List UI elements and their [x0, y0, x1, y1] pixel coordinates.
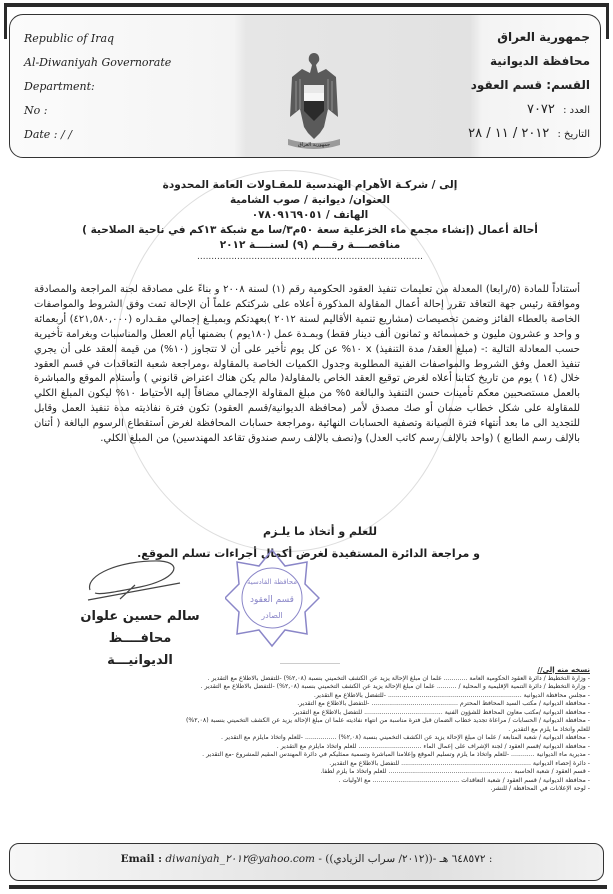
country-en: Republic of Iraq — [24, 32, 115, 45]
copies-list — [40, 666, 590, 794]
copy-item: - محافظة الديوانية /مكتب معاون المحافظ للشؤون الفنية ........................................ للتفضل بالاطلاع مع التقدير. — [292, 708, 590, 716]
iraq-eagle-emblem-icon — [282, 47, 346, 151]
addressee-block — [82, 178, 538, 262]
page-frame-left — [4, 3, 7, 39]
email-address[interactable]: diwaniyah_٢٠١٢@yahoo.com — [165, 853, 316, 865]
copy-item: - محافظة الديوانية / شعبة المتابعة / علما ان مبلغ الإحالة يزيد عن الكشف التخميني بنسبة (٢,٠٨%) ................ -للعلم واتخاذ مايلزم مع التقدير . — [221, 734, 590, 741]
page-frame-top — [4, 3, 609, 7]
number-label-en: No : — [24, 104, 48, 117]
letter-body: أستناداً للمادة (٥/رابعا) المعدلة من تعليمات تنفيذ العقود الحكومية رقم (١) لسنة ٢٠٠٨ و بناءً على مصادقة لجنة المراجعة والمصادقة وموافقة رئيس جهة التعاقد تقرر إحالة أعمال المقاولة المذكورة أعلاه على شركتكم علماً أن الإحالة تمت وفق الشروط والمواصفات الخاصة بالعطاء الفائز وضمن تخصيصات (مشاريع تنمية الأقاليم لسنة ٢٠١٢ )بعهدتكم وبمبلـغ إجمالي مقـداره (٤٢١,٥٨٠,٠٠٠) أربعمائة و واحد و عشرون مليون و خمسمائة و ثمانون ألف دينار فقط) وبمـدة عمل (١٨٠يوم ) بضمنها أيام العطل والمناسبات وبغرامة تأخيرية حسب المعادلة التالية :- (مبلغ العقد/ مدة التنفيذ) x ١٠% عن كل يوم تأخير على أن لا تتجاوز (١٠%) من قيمة العقد على أن يجري تنفيذ العمل وفق الشروط والمواصفات الفنية المطلوبة وجدول الكميات الخاصة بالمقاولة ،ومراجعة شعبة التعاقدات في قسم العقود خلال (١٤ ) يوم من تاريخ كتابنا أعلاه لغرض توقيع العقد الخاص بالمقاولة( مالم يكن هناك اعتراض قانوني ) وأستلام الموقع والمباشرة بالعمل مستصحبين معكم تأمينات حسن التنفيذ والبالغة ٥% من مبلغ المقاولة الإجمالي مضافاً إليه الأحتياط ١٠% ليكون المبلغ الكلي للمقاولة على شكل خطاب ضمان أو صك مصدق لأمر (محافظة الديوانية/قسم العقود) تكون فترة نفاذيته مدة تنفيذ العمل وقابل للتجديد الى ما بعد أنتهاء فترة الصيانة وتصفية الحسابات النهائية ،ومراجعة حسابات المحافظة لغرض أستقطاع الرسوم البالغة ( أثنان بالإلف رسم الطابع ) (واحد بالإلف رسم كاتب العدل) و(نصف بالإلف رسم صندوق تقاعد المهندسين) من المبلغ الكلي. — [34, 284, 581, 445]
subject: أحالة أعمال (إنشاء مجمع ماء الخزعلية سعة ٥٠م٣/سا مع شبكة ١٣كم في ناحية الصلاحية ) — [82, 224, 538, 236]
typist-reference: ((٢٠١٢/ سراب الزيادي))- — [325, 853, 440, 865]
recipient-phone: الهاتف / ٠٧٨٠٩١٦٩٠٥١ — [251, 209, 369, 221]
number-label-ar: العدد : — [563, 105, 590, 116]
copy-item: - مديرية ماء الديوانية ............ -للعلم واتخاذ ما يلزم وتسليم الموقع وإعلامنا المباشرة وتسمية ممثليكم في دائرة المهندس المقيم للمشروع -مع التقدير . — [202, 751, 590, 758]
footer-separator: - — [318, 853, 326, 865]
recipient-address: العنوان/ ديوانية / صوب الشامية — [230, 194, 390, 206]
seal-bottom-text: الصادر — [261, 611, 283, 620]
copy-item: للعلم واتخاذ ما يلزم مع التقدير . — [508, 725, 590, 733]
number-row-ar — [468, 97, 590, 121]
closing-line-2: و مراجعة الدائرة المستفيدة لغرض أكمال أجراءات تسلم الموقع. — [137, 547, 480, 560]
copy-item: - محافظة الديوانية /قسم العقود / لجنة الإشراف على إعمال الماء ................................ للعلم واتخاذ مايلزم مع التقدير . — [276, 742, 590, 750]
seal-middle-text: قسم العقود — [250, 595, 294, 605]
official-seal-icon — [225, 548, 320, 648]
letterhead-arabic — [468, 25, 590, 145]
department-label-en: Department: — [24, 80, 95, 93]
country-ar: جمهورية العراق — [497, 30, 590, 44]
dotted-divider: ............................................................................... — [196, 252, 423, 262]
copy-item: - محافظة الديوانية / الحسابات / مراعاة تجديد خطاب الضمان قبل فترة مناسبة من انتهاء نفاذيته علما ان مبلغ الإحالة يزيد عن الكشف التخميني بنسبة (٢,٠٨%) — [185, 717, 590, 724]
copy-item: - دائرة إحصاء الديوانية .................................................................. للتفضل بالاطلاع مع التقدير. — [329, 759, 590, 767]
divider — [280, 663, 340, 664]
page-frame-right — [606, 3, 609, 39]
governorate-en: Al-Diwaniyah Governorate — [24, 56, 172, 69]
signer-block — [80, 606, 200, 672]
closing-line-1: للعلم و أتخاذ ما يلـزم — [263, 525, 377, 538]
number-value-ar: ٧٠٧٢ — [526, 102, 555, 117]
footer-bar — [9, 843, 604, 881]
date-row-ar — [468, 121, 590, 145]
date-label-ar: التاريخ : — [557, 129, 590, 140]
signer-name: سالم حسين علوان — [80, 609, 200, 624]
copy-item: - مجلس محافظة الديوانية .................................................................... -للتفضل بالاطلاع مع التقدير. — [313, 691, 590, 699]
copy-item: - قسم العقود / شعبة الحاسبة ............................................................... للعلم واتخاذ ما يلزم لطفاً. — [320, 768, 590, 775]
phone-value: ٦٤٨٥٧٢ — [451, 853, 486, 865]
copy-item: - محافظة الديوانية / مكتب السيد المحافظ المحترم ............................................ -للتفضل بالاطلاع مع التقدير. — [297, 700, 590, 707]
signer-title: محافــــظ الديوانيـــة — [107, 631, 173, 668]
email-label: Email : — [120, 853, 163, 865]
copies-title: نسخه منه إلى// — [537, 666, 590, 674]
emblem-caption: جمهورية العراق — [297, 142, 331, 148]
letterhead-english — [24, 27, 171, 147]
copy-item: - لوحة الإعلانات في المحافظة / للنشر. — [490, 785, 590, 792]
department-ar: القسم: قسم العقود — [470, 78, 590, 92]
phone-label: هـ : — [439, 853, 493, 865]
governorate-ar: محافظة الديوانية — [490, 54, 590, 68]
seal-top-text: محافظة القادسية — [246, 578, 298, 586]
date-label-en: Date : / / — [24, 128, 72, 141]
copy-item: - وزارة التخطيط / دائرة العقود الحكومية العامة ............ علما ان مبلغ الإحالة يزيد عن الكشف التخميني بنسبة (٢,٠٨%) -للتفضل بالاطلاع مع التقدير . — [207, 674, 590, 682]
copy-item: - محافظة الديوانية / قسم العقود / شعبة التعاقدات ............................................ مع الأوليات . — [338, 776, 590, 784]
date-value-ar: ٢٠١٢ / ١١ / ٢٨ — [468, 126, 550, 141]
letterhead — [9, 14, 601, 158]
page-frame-bottom — [9, 885, 607, 889]
tender-number: مناقصــــة رقـــم (٩) لسنــــة ٢٠١٢ — [219, 239, 401, 251]
footer-text — [10, 853, 603, 865]
recipient: إلى / شركـة الأهرام الهندسية للمقـاولات العامة المحدودة — [162, 179, 458, 191]
signature-icon — [80, 555, 190, 605]
copy-item: - وزارة التخطيط / دائرة التنمية الإقليمية و المحلية / .......... علما ان مبلغ الإحالة يزيد عن الكشف التخميني بنسبة (٢,٠٨%) -للتفضل بالاطلاع مع التقدير . — [200, 683, 590, 690]
